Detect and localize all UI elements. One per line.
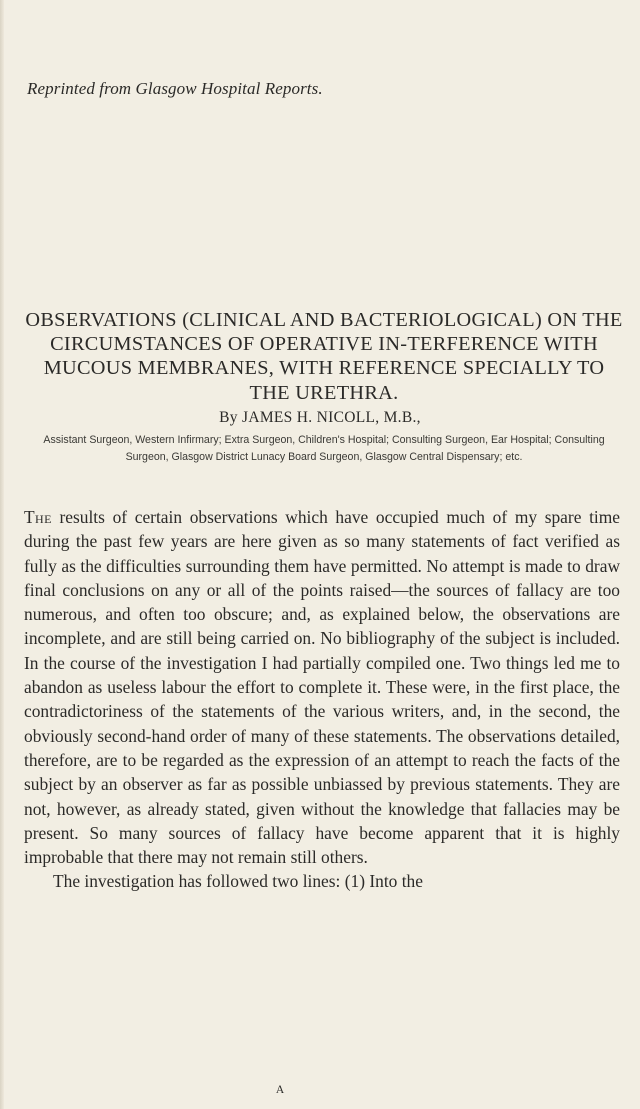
article-title: OBSERVATIONS (CLINICAL AND BACTERIOLOGICAL) ON THE CIRCUMSTANCES OF OPERATIVE IN-TERFERENCE WITH MUCOUS MEMBRANES, WITH REFERENCE SPECIALLY TO THE URETHRA. bbox=[25, 309, 623, 404]
author-byline: By JAMES H. NICOLL, M.B., bbox=[219, 409, 421, 426]
author-affiliations: Assistant Surgeon, Western Infirmary; Extra Surgeon, Children's Hospital; Consulting Surgeon, Ear Hospital; Consulting Surgeon, Glasgow District Lunacy Board Surgeon, Glasgow Central Dispensary; etc. bbox=[43, 434, 605, 463]
body-paragraph bbox=[24, 505, 620, 894]
signature-mark: A bbox=[275, 1084, 285, 1096]
lead-word: The bbox=[24, 507, 52, 527]
reprint-note: Reprinted from Glasgow Hospital Reports. bbox=[27, 79, 323, 98]
next-paragraph-start: The investigation has followed two lines: (1) Into the bbox=[53, 871, 423, 892]
page-binding-edge bbox=[0, 0, 4, 1109]
paragraph-text: results of certain observations which have occupied much of my spare time during the past few years are here given as so many statements of fact verified as fully as the difficulties surrounding them have permitted. No attempt is made to draw final conclusions on any or all of the points raised—the sources of fallacy are too numerous, and often too obscure; and, as explained below, the observations are incomplete, and are still being carried on. No bibliography of the subject is included. In the course of the investigation I had partially compiled one. Two things led me to abandon as useless labour the effort to complete it. These were, in the first place, the contradictoriness of the statements of the various writers, and, in the second, the obviously second-hand order of many of these statements. The observations detailed, therefore, are to be regarded as the expression of an attempt to reach the facts of the subject by an observer as far as possible unbiassed by previous statements. They are not, however, as already stated, given without the knowledge that fallacies may be present. So many sources of fallacy have become apparent that it is highly improbable that there may not remain still others. bbox=[24, 507, 620, 868]
